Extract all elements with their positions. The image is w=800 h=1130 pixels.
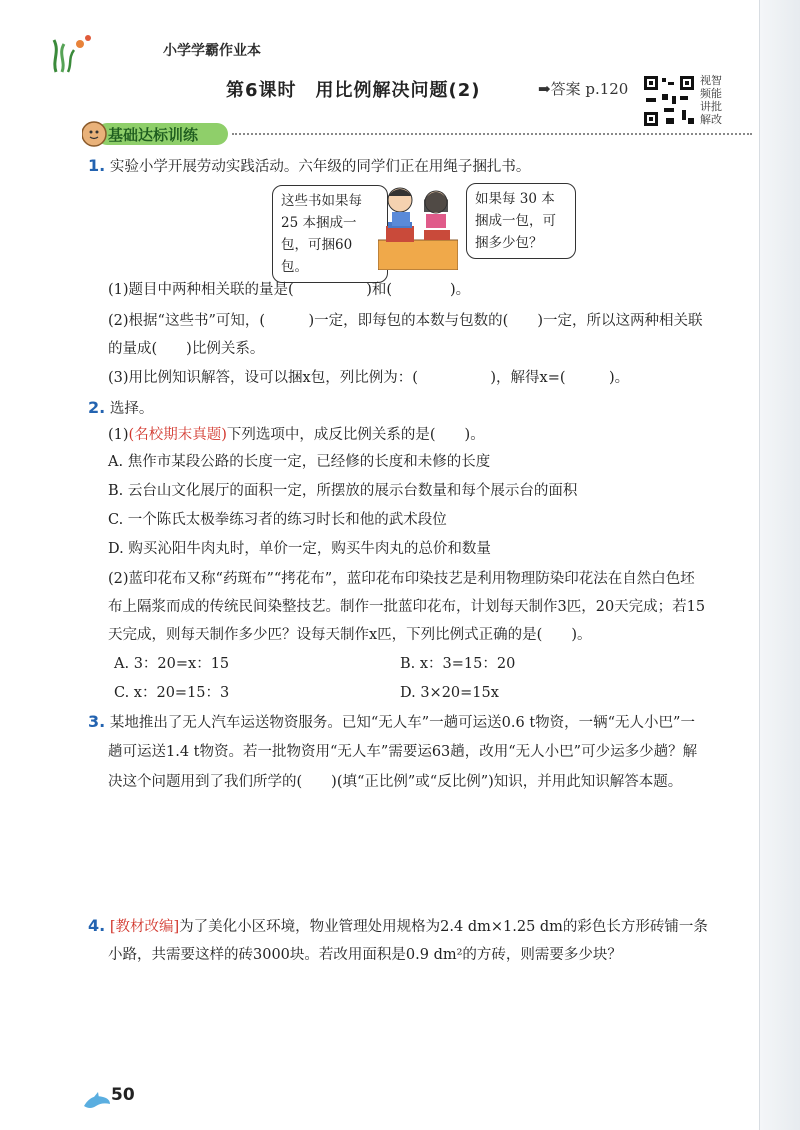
question-4-line-2: 小路，共需要这样的砖3000块。若改用面积是0.9 dm²的方砖，则需要多少块？ — [108, 947, 622, 963]
question-number: 1. — [88, 156, 106, 175]
option-c: C. 一个陈氏太极拳练习者的练习时长和他的武术段位 — [108, 512, 447, 528]
option-2a: A. 3：20=x：15 — [114, 656, 230, 672]
option-2b: B. x：3=15：20 — [400, 656, 516, 672]
question-4-line-1: 4. [教材改编]为了美化小区环境，物业管理处用规格为2.4 dm×1.25 dm的彩色长方形砖铺一条 — [88, 916, 708, 935]
dolphin-icon — [82, 1090, 112, 1112]
question-3-line-2: 趟可运送1.4 t物资。若一批物资用“无人车”需要运63趟，改用“无人小巴”可少运多少趟？解 — [108, 744, 698, 760]
question-2-sub-2-line-3: 天完成，则每天制作多少匹？设每天制作x匹，下列比例式正确的是( )。 — [108, 627, 592, 643]
source-tag: [教材改编] — [109, 919, 180, 935]
seaweed-icon — [46, 30, 106, 74]
section-banner — [82, 120, 232, 148]
question-1-stem: 1. 实验小学开展劳动实践活动。六年级的同学们正在用绳子捆扎书。 — [88, 156, 531, 175]
qr-code-icon[interactable] — [642, 74, 696, 128]
question-1-part-2-cont: 的量成( )比例关系。 — [108, 341, 265, 357]
source-tag: (名校期末真题) — [128, 427, 227, 443]
speech-bubble-left: 这些书如果每 25 本捆成一 包，可捆60包。 — [272, 185, 388, 283]
section-divider — [232, 133, 752, 135]
option-d: D. 购买沁阳牛肉丸时，单价一定，购买牛肉丸的总价和数量 — [108, 541, 491, 557]
option-2c: C. x：20=15：3 — [114, 685, 230, 701]
students-illustration — [378, 178, 458, 270]
question-2-sub-2-line-2: 布上隔浆而成的传统民间染整技艺。制作一批蓝印花布，计划每天制作3匹，20天完成；若15 — [108, 599, 706, 615]
lesson-title: 第6课时 用比例解决问题(2) — [226, 80, 481, 101]
option-2d: D. 3×20=15x — [400, 685, 499, 701]
question-number: 2. — [88, 398, 106, 417]
question-1-part-3: (3)用比例知识解答，设可以捆x包，列比例为：( )，解得x=( )。 — [108, 370, 630, 386]
question-number: 3. — [88, 712, 106, 731]
page-number: 50 — [111, 1085, 135, 1105]
brand-title: 小学学霸作业本 — [163, 43, 261, 59]
question-3-line-3: 决这个问题用到了我们所学的( )(填“正比例”或“反比例”)知识，并用此知识解答本题。 — [108, 774, 683, 790]
question-2-sub-1: (1)(名校期末真题)下列选项中，成反比例关系的是( )。 — [108, 427, 485, 443]
answer-reference: ➡答案 p.120 — [538, 80, 629, 98]
option-a: A. 焦作市某段公路的长度一定，已经修的长度和未修的长度 — [108, 454, 491, 470]
question-2-sub-2-line-1: (2)蓝印花布又称“药斑布”“拷花布”，蓝印花布印染技艺是利用物理防染印花法在自然白色坯 — [108, 571, 695, 587]
question-number: 4. — [88, 916, 106, 935]
question-3-line-1: 3. 某地推出了无人汽车运送物资服务。已知“无人车”一趟可运送0.6 t物资，一辆“无人小巴”一 — [88, 712, 695, 731]
page-edge — [759, 0, 800, 1130]
question-1-part-2: (2)根据“这些书”可知，( )一定，即每包的本数与包数的( )一定，所以这两种相关联 — [108, 313, 703, 329]
question-1-part-1: (1)题目中两种相关联的量是( )和( )。 — [108, 282, 471, 298]
section-banner-label: 基础达标训练 — [108, 126, 199, 144]
option-b: B. 云台山文化展厅的面积一定，所摆放的展示台数量和每个展示台的面积 — [108, 483, 578, 499]
speech-bubble-right: 如果每 30 本 捆成一包，可 捆多少包？ — [466, 183, 576, 259]
qr-caption: 视智 频能 讲批 解改 — [700, 74, 722, 126]
question-2-stem: 2. 选择。 — [88, 398, 154, 417]
